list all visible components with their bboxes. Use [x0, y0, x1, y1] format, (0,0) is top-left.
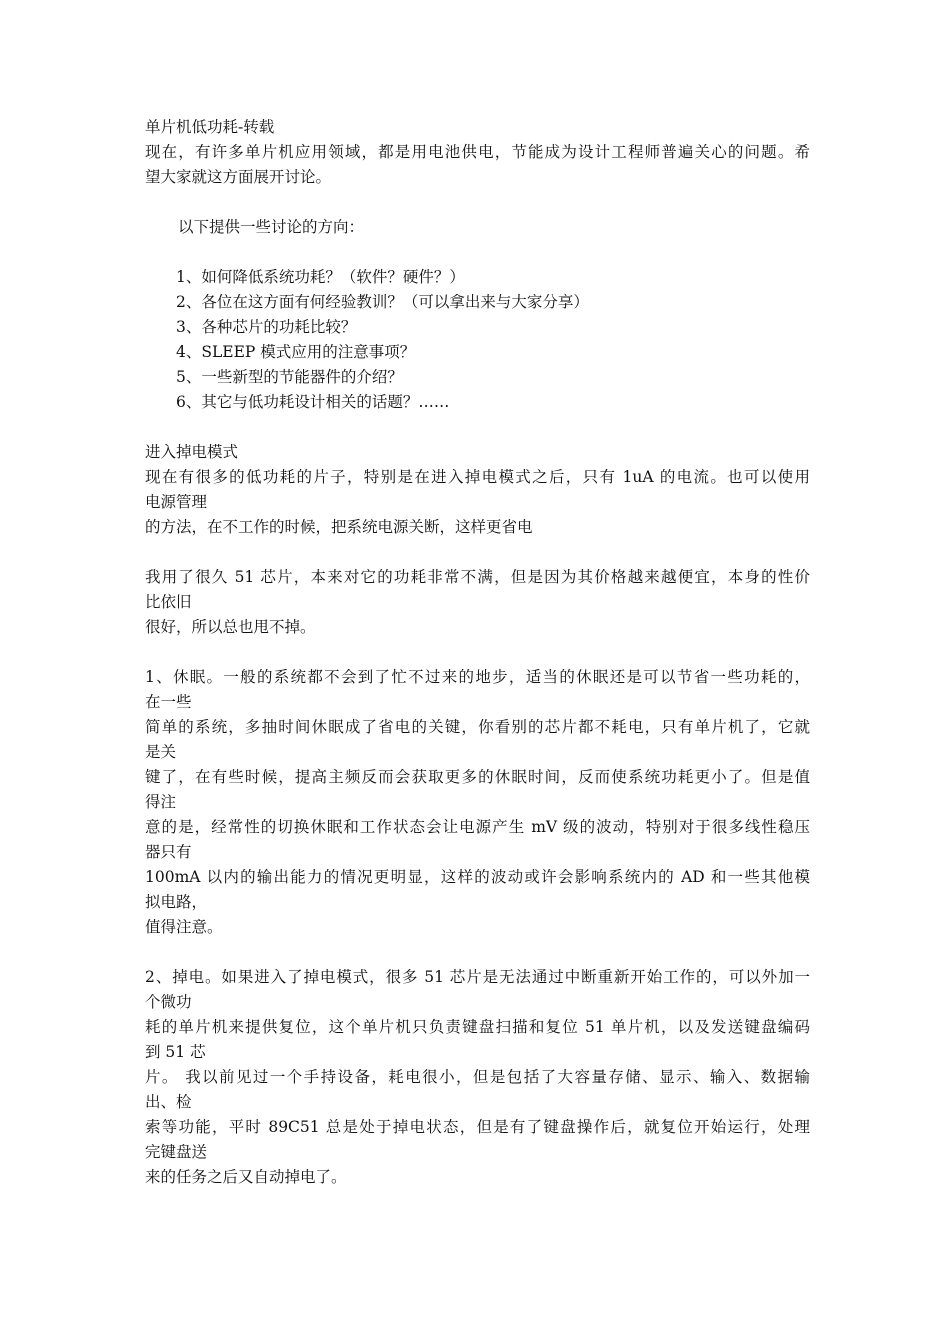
directions-heading: 以下提供一些讨论的方向：: [178, 218, 365, 236]
blank-line: [145, 940, 810, 965]
direction-item: 1、如何降低系统功耗？（软件？硬件？）: [176, 268, 465, 286]
direction-item: 2、各位在这方面有何经验教训？（可以拿出来与大家分享）: [176, 293, 589, 311]
paragraph-line: 2、掉电。如果进入了掉电模式，很多 51 芯片是无法通过中断重新开始工作的，可以外加一: [145, 968, 810, 986]
paragraph-line: 器只有: [145, 843, 192, 861]
intro-line: 望大家就这方面展开讨论。: [145, 168, 332, 186]
paragraph-line: 100mA 以内的输出能力的情况更明显，这样的波动或许会影响系统内的 AD 和一些其他模: [145, 868, 810, 886]
blank-line: [145, 415, 810, 440]
paragraph-line: 耗的单片机来提供复位，这个单片机只负责键盘扫描和复位 51 单片机，以及发送键盘编码: [145, 1018, 810, 1036]
paragraph-line: 键了，在有些时候，提高主频反而会获取更多的休眠时间，反而使系统功耗更小了。但是值: [145, 768, 810, 786]
paragraph-line: 我用了很久 51 芯片，本来对它的功耗非常不满，但是因为其价格越来越便宜，本身的性价: [145, 568, 810, 586]
blank-line: [145, 640, 810, 665]
direction-item: 4、SLEEP 模式应用的注意事项？: [176, 343, 416, 361]
paragraph-line: 在一些: [145, 693, 192, 711]
paragraph-line: 完键盘送: [145, 1143, 208, 1161]
paragraph-line: 值得注意。: [145, 918, 223, 936]
paragraph-line: 比依旧: [145, 593, 192, 611]
direction-item: 3、各种芯片的功耗比较？: [176, 318, 357, 336]
document-title: 单片机低功耗-转载: [145, 118, 275, 136]
paragraph-line: 的方法，在不工作的时候，把系统电源关断，这样更省电: [145, 518, 533, 536]
paragraph-line: 拟电路，: [145, 893, 208, 911]
document-body: [145, 115, 810, 1190]
direction-item: 5、一些新型的节能器件的介绍？: [176, 368, 403, 386]
paragraph-line: 很好，所以总也甩不掉。: [145, 618, 316, 636]
section-heading: 进入掉电模式: [145, 443, 239, 461]
paragraph-line: 片。 我以前见过一个手持设备，耗电很小，但是包括了大容量存储、显示、输入、数据输: [145, 1068, 810, 1086]
paragraph-line: 来的任务之后又自动掉电了。: [145, 1168, 347, 1186]
paragraph-line: 1、休眠。一般的系统都不会到了忙不过来的地步，适当的休眠还是可以节省一些功耗的，: [145, 668, 810, 686]
paragraph-line: 得注: [145, 793, 177, 811]
blank-line: [145, 240, 810, 265]
paragraph-line: 是关: [145, 743, 177, 761]
paragraph-line: 个微功: [145, 993, 192, 1011]
paragraph-line: 现在有很多的低功耗的片子，特别是在进入掉电模式之后，只有 1uA 的电流。也可以使用: [145, 468, 810, 486]
paragraph-line: 索等功能，平时 89C51 总是处于掉电状态，但是有了键盘操作后，就复位开始运行，处理: [145, 1118, 810, 1136]
paragraph-line: 电源管理: [145, 493, 208, 511]
intro-line: 现在，有许多单片机应用领域，都是用电池供电，节能成为设计工程师普遍关心的问题。希: [145, 143, 810, 161]
blank-line: [145, 540, 810, 565]
paragraph-line: 到 51 芯: [145, 1043, 206, 1061]
paragraph-line: 出、检: [145, 1093, 192, 1111]
blank-line: [145, 190, 810, 215]
paragraph-line: 简单的系统，多抽时间休眠成了省电的关键，你看别的芯片都不耗电，只有单片机了，它就: [145, 718, 810, 736]
direction-item: 6、其它与低功耗设计相关的话题？……: [176, 393, 450, 411]
paragraph-line: 意的是，经常性的切换休眠和工作状态会让电源产生 mV 级的波动，特别对于很多线性稳压: [145, 818, 810, 836]
